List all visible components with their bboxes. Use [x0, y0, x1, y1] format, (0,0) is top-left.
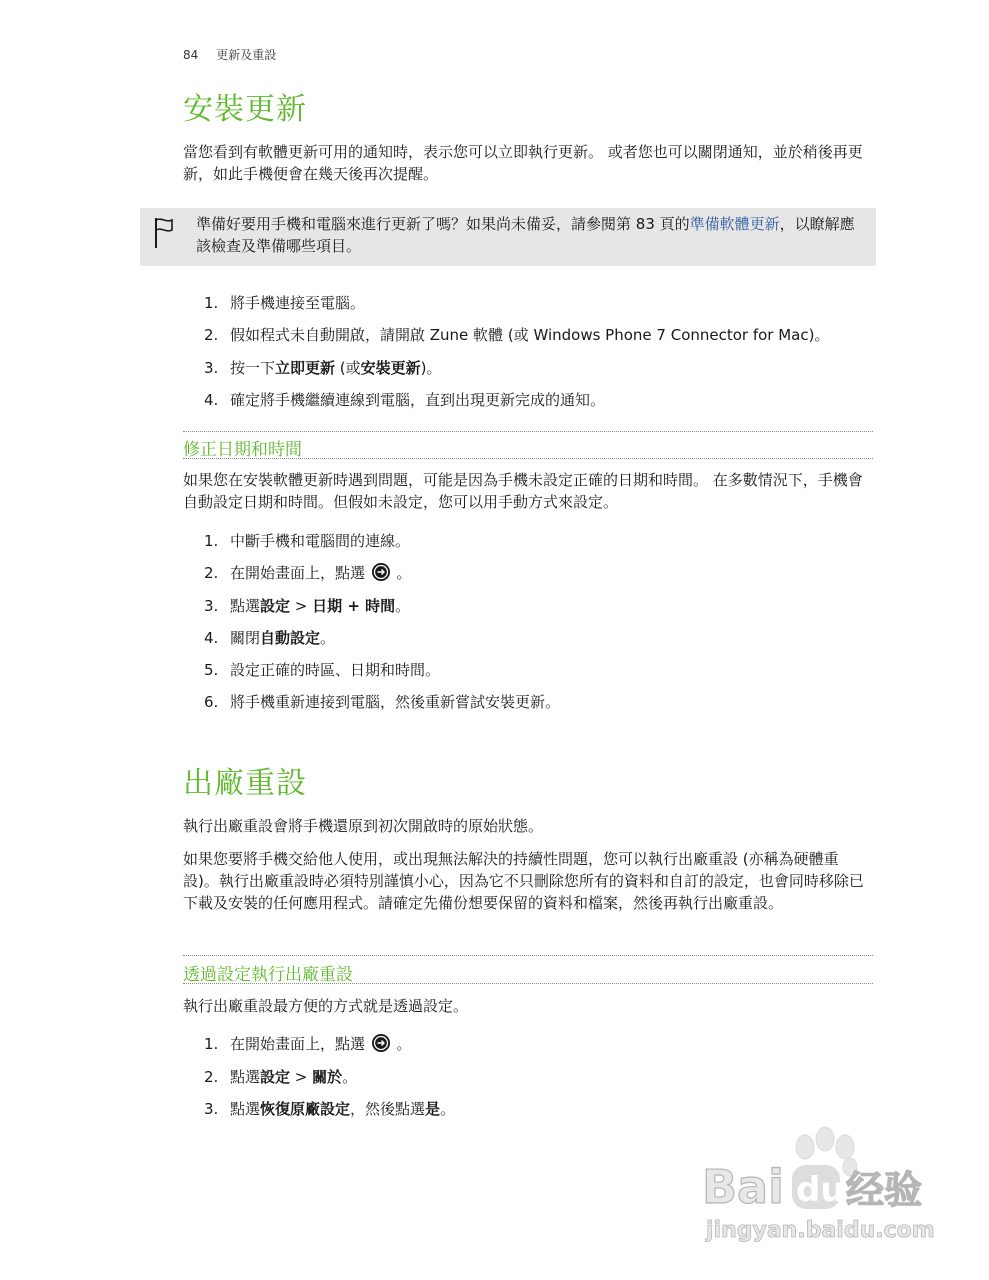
- list-item: 4. 關閉自動設定。: [204, 629, 336, 647]
- list-item: 2. 假如程式未自動開啟，請開啟 Zune 軟體 (或 Windows Phone 7 Connector for Mac)。: [204, 326, 830, 344]
- note-text: [196, 213, 868, 257]
- watermark-brand: Bai: [702, 1160, 784, 1214]
- factory-reset-detail: 如果您要將手機交給他人使用，或出現無法解決的持續性問題，您可以執行出廠重設 (亦稱為硬體重設)。執行出廠重設時必須特別謹慎小心，因為它不只刪除您所有的資料和自訂的設定，也會同時移除已下載及安裝的任何應用程式。請確定先備份想要保留的資料和檔案，然後再執行出廠重設。: [183, 850, 864, 912]
- list-item: 1. 將手機連接至電腦。: [204, 294, 366, 312]
- factory-reset-intro: 執行出廠重設會將手機還原到初次開啟時的原始狀態。: [183, 817, 544, 835]
- divider: [183, 983, 873, 984]
- note-text-before: 準備好要用手機和電腦來進行更新了嗎？如果尚未備妥，請參閱第 83 頁的: [196, 215, 690, 233]
- page-number: 84: [183, 48, 199, 62]
- divider: [183, 458, 873, 459]
- section-title-factory-reset: 出廠重設: [183, 766, 307, 801]
- divider: [183, 431, 873, 432]
- list-item: 5. 設定正確的時區、日期和時間。: [204, 661, 441, 679]
- running-header: [183, 46, 294, 63]
- list-item: 4. 確定將手機繼續連線到電腦，直到出現更新完成的通知。: [204, 391, 606, 409]
- list-item: 6. 將手機重新連接到電腦，然後重新嘗試安裝更新。: [204, 693, 561, 711]
- list-item: 1. 在開始畫面上，點選 。: [204, 1035, 412, 1053]
- chapter-title: 更新及重設: [216, 48, 277, 62]
- watermark-suffix: 经验: [846, 1168, 923, 1212]
- section-title-install-update: 安裝更新: [183, 92, 307, 127]
- subsection-title-reset-via-settings: 透過設定執行出廠重設: [183, 965, 353, 985]
- divider: [183, 955, 873, 956]
- list-item: 1. 中斷手機和電腦間的連線。: [204, 532, 411, 550]
- note-text-after: ，以瞭解應該檢查及準備哪些項目。: [196, 215, 855, 255]
- watermark-brand-2: du: [796, 1170, 845, 1210]
- list-item: 3. 點選設定 > 日期 + 時間。: [204, 597, 411, 615]
- date-time-intro: 如果您在安裝軟體更新時遇到問題，可能是因為手機未設定正確的日期和時間。 在多數情況下，手機會自動設定日期和時間。但假如未設定，您可以用手動方式來設定。: [183, 471, 863, 511]
- note-box: [140, 208, 876, 266]
- subsection-title-date-time: 修正日期和時間: [183, 440, 302, 460]
- list-item: 3. 按一下立即更新 (或安裝更新)。: [204, 359, 442, 377]
- arrow-right-circle-icon: [372, 563, 390, 581]
- baidu-jingyan-watermark: [700, 1125, 940, 1255]
- prepare-update-link[interactable]: 準備軟體更新: [689, 215, 780, 233]
- list-item: 2. 在開始畫面上，點選 。: [204, 564, 412, 582]
- watermark-url: jingyan.baidu.com: [706, 1218, 935, 1243]
- list-item: 2. 點選設定 > 關於。: [204, 1068, 358, 1086]
- flag-icon: [152, 216, 176, 250]
- install-update-intro: 當您看到有軟體更新可用的通知時，表示您可以立即執行更新。 或者您也可以關閉通知，並於稍後再更新，如此手機便會在幾天後再次提醒。: [183, 143, 863, 183]
- reset-via-settings-intro: 執行出廠重設最方便的方式就是透過設定。: [183, 997, 469, 1015]
- list-item: 3. 點選恢復原廠設定，然後點選是。: [204, 1100, 456, 1118]
- arrow-right-circle-icon: [372, 1034, 390, 1052]
